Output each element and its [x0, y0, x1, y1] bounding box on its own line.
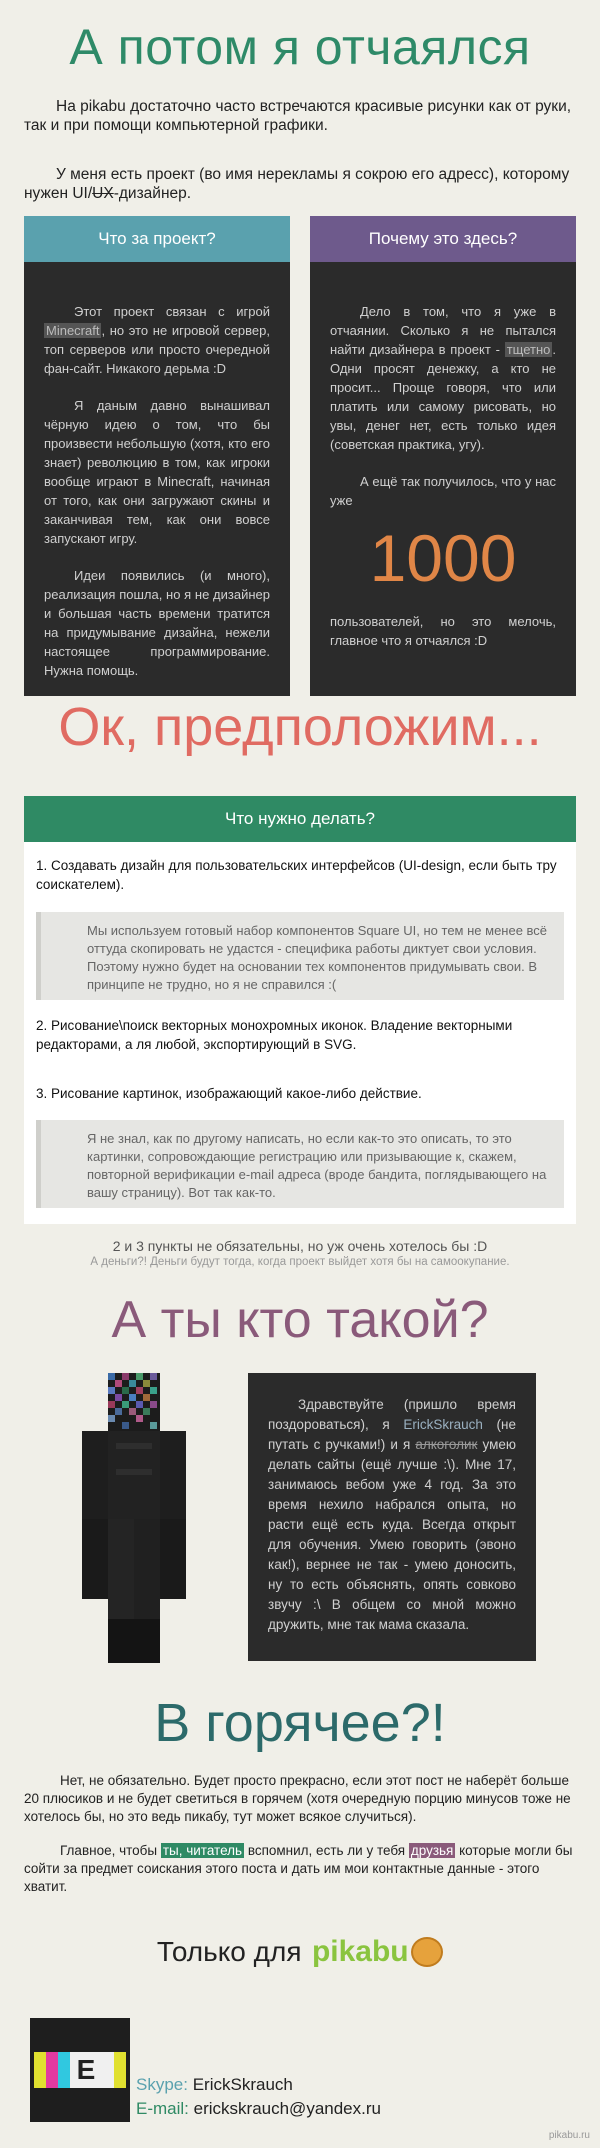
tasks-panel-title: Что нужно делать? [24, 796, 576, 842]
note-optional: 2 и 3 пункты не обязательны, но уж очень хотелось бы :D [112, 1238, 488, 1254]
section-hot-title: В горячее?! [154, 1693, 446, 1753]
note-money: А деньги?! Деньги будут тогда, когда проект выйдет хотя бы на самоокупание. [90, 1256, 510, 1268]
reader-highlight: ты, читатель [162, 1843, 243, 1858]
pikabu-cookie-icon [411, 1937, 443, 1967]
email-value[interactable]: erickskrauch@yandex.ru [193, 2099, 381, 2118]
intro-paragraph-2: У меня есть проект (во имя нерекламы я сокрою его адресс), которому нужен UI/UX-дизайнер. [24, 166, 570, 202]
bio-box: Здравствуйте (пришло время поздороваться), я ErickSkrauch (не путать с ручками!) и я алкоголик умею делать сайты (ещё лучше :\). Мне 17, занимаюсь вебом уже 4 год. За это время нехило набрался опыта, но расти ещё есть куда. Всегда открыт для обучения. Умею говорить (эвоно как!), вернее не так - умею доносить, ну то есть объяснять, опять совково звучу :\ В общем со мной можно дружить, мне так мама сказала. [248, 1373, 536, 1661]
contact-skype: Skype: ErickSkrauch [136, 2075, 293, 2094]
why-card-title: Почему это здесь? [310, 216, 576, 262]
task-3-quote: Я не знал, как по другому написать, но если как-то это описать, то это картинки, сопровождающие регистрацию или призывающие к, скажем, повторной верификации e-mail адреса (вроде бандита, поглядывающего на вашу страницу). Вот так как-то. [36, 1120, 564, 1208]
project-card-body: Этот проект связан с игрой Minecraft , но это не игровой сервер, топ серверов или просто очередной фан-сайт. Никакого дерьма :D Я даным давно вынашивал чёрную идею о том, что бы произвести небольшую (хотя, кто его знает) революцию в том, как игроки вообще играют в Minecraft, начиная от того, как они загружают скины и заканчивая тем, как они вовсе запускают игру. Идеи появились (и много), реализация пошла, но я не дизайнер и большая часть времени тратится на придумывание дизайна, нежели настоящее программирование. Нужна помощь. [24, 262, 290, 696]
friends-highlight: друзья [410, 1843, 454, 1858]
task-1: 1. Создавать дизайн для пользовательских интерфейсов (UI-design, если быть тру соискателем). [36, 858, 557, 892]
why-card [310, 216, 576, 696]
task-1-quote: Мы используем готовый набор компонентов Square UI, но тем не менее всё оттуда скопировать не удастся - специфика работы диктует свои условия. Поэтому нужно будет на основании тех компонентов придумывать свои. В принципе не трудно, но я не справился :( [36, 912, 564, 1000]
only-for-line: Только для pikabu [0, 1935, 600, 1969]
section-suppose-title: Ок, предположим... [58, 697, 542, 757]
watermark: pikabu.ru [548, 2130, 590, 2141]
project-logo-letter: E [76, 2054, 96, 2085]
hot-paragraph-2: Главное, чтобы ты, читатель вспомнил, есть ли у тебя друзья которые могли бы сойти за предмет соискания этого поста и дать им мои контактные данные - этого хватит. [24, 1843, 573, 1894]
project-logo [30, 2018, 130, 2122]
section-who-title: А ты кто такой? [111, 1291, 489, 1349]
hot-paragraph-1: Нет, не обязательно. Будет просто прекрасно, если этот пост не наберёт больше 20 плюсиков и не будет светиться в горячем (хотя очередную порцию минусов тоже не хотелось бы, но это ведь пикабу, тут может всякое случиться). [24, 1773, 571, 1824]
task-2: 2. Рисование\поиск векторных монохромных иконок. Владение векторными редакторами, а ля любой, экспортирующий в SVG. [36, 1018, 513, 1052]
users-count: 1000 [369, 521, 517, 595]
task-3: 3. Рисование картинок, изображающий какое-либо действие. [36, 1086, 422, 1101]
why-card-body: Дело в том, что я уже в отчаянии. Сколько я не пытался найти дизайнера в проект - тщетно . Одни просят денежку, а кто не просит... Проще говоря, что или платить или самому рисовать, но увы, денег нет, есть только идея (советская практика, угу). А ещё так получилось, что у нас уже 1000 пользователей, но это мелочь, главное что я отчаялся :D [310, 262, 576, 696]
project-card-title: Что за проект? [24, 216, 290, 262]
tasks-panel [24, 796, 576, 1224]
minecraft-skin-avatar [72, 1373, 196, 1663]
minecraft-highlight: Minecraft [46, 323, 100, 338]
project-card [24, 216, 290, 696]
contact-email: E-mail: erickskrauch@yandex.ru [136, 2099, 381, 2118]
pikabu-logo[interactable]: pikabu [312, 1935, 443, 1969]
tshchetno-highlight: тщетно [506, 342, 551, 357]
intro-paragraph-1: На pikabu достаточно часто встречаются красивые рисунки как от руки, так и при помощи компьютерной графики. [24, 98, 572, 134]
skype-value[interactable]: ErickSkrauch [192, 2075, 293, 2094]
author-name: ErickSkrauch [403, 1417, 483, 1432]
page-title: А потом я отчаялся [69, 19, 531, 75]
